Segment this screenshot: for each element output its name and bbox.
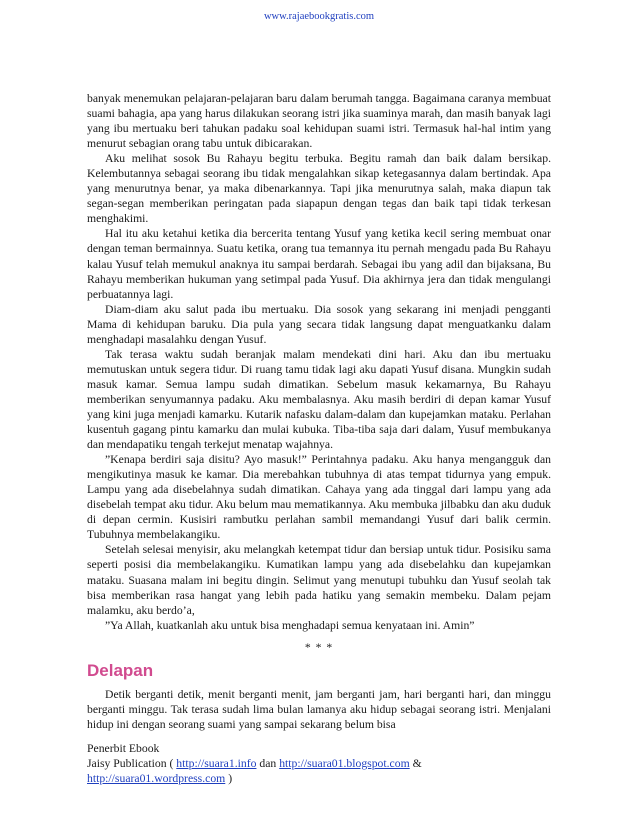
- footer-link-blogspot[interactable]: http://suara01.blogspot.com: [279, 757, 410, 770]
- paragraph: Setelah selesai menyisir, aku melangkah ketempat tidur dan bersiap untuk tidur. Posisiku sama seperti posisi dia membelakangiku. Kumatikan lampu yang ada disebelahku dan kupejamkan mataku. Suasana malam ini begitu dingin. Selimut yang menutupi tubuhku dan Yusuf seolah tak bisa memberikan rasa hangat yang lebih pada hatiku yang semakin membeku. Dalam pejam malamku, aku berdo’a,: [87, 543, 551, 617]
- page-header: [0, 11, 638, 22]
- paragraph: ”Kenapa berdiri saja disitu? Ayo masuk!” Perintahnya padaku. Aku hanya mengangguk dan mengikutinya masuk ke kamar. Dia merebahkan tubuhnya di atas tempat tidurnya yang empuk. Lampu yang ada disebelahnya sudah dimatikan. Cahaya yang ada tinggal dari lampu yang ada disebelah tempat aku tidur. Aku belum mau mematikannya. Aku membuka jilbabku dan aku duduk di depan cermin. Kusisiri rambutku perlahan sambil memandangi Yusuf dari balik cermin. Tubuhnya membelakangiku.: [87, 453, 551, 542]
- page-footer: [87, 741, 557, 786]
- footer-publisher-text: Jaisy Publication (: [87, 757, 177, 770]
- paragraph: ”Ya Allah, kuatkanlah aku untuk bisa menghadapi semua kenyataan ini. Amin”: [105, 618, 475, 632]
- footer-link-wordpress[interactable]: http://suara01.wordpress.com: [87, 772, 226, 785]
- chapter-title: Delapan: [87, 660, 154, 680]
- paragraph: Diam-diam aku salut pada ibu mertuaku. Dia sosok yang sekarang ini menjadi pengganti Mama di kehidupan baruku. Dia pula yang secara tidak langsung dapat menguatkanku dalam menghadapi masalahku dengan Yusuf.: [87, 302, 551, 346]
- paragraph: Detik berganti detik, menit berganti menit, jam berganti jam, hari berganti hari, dan minggu berganti minggu. Tak terasa sudah lima bulan lamanya aku hidup sebagai seorang istri. Menjalani hidup ini dengan seorang suami yang sampai sekarang belum bisa: [87, 687, 551, 731]
- section-separator: * * *: [304, 640, 334, 654]
- footer-separator-text: dan: [256, 757, 280, 770]
- paragraph: Aku melihat sosok Bu Rahayu begitu terbuka. Begitu ramah dan baik dalam bersikap. Kelembutannya sebagai seorang ibu tidak mengalahkan sikap ketegasannya dalam bertindak. Apa yang menurutnya benar, ya maka dibenarkannya. Tapi jika menurutnya salah, maka diapun tak segan-segan memberikan peringatan pada siapapun dengan tegas dan baik tapi tidak terkesan menghakimi.: [87, 152, 551, 226]
- footer-link-suara1[interactable]: http://suara1.info: [176, 757, 257, 770]
- header-url-link[interactable]: www.rajaebookgratis.com: [263, 11, 375, 22]
- paragraph: banyak menemukan pelajaran-pelajaran baru dalam berumah tangga. Bagaimana caranya membuat suami bahagia, apa yang harus dilakukan seorang istri jika suaminya marah, dan masih banyak lagi yang ibu mertuaku beri tahukan padaku soal kehidupan suami istri. Termasuk hal-hal intim yang menurut sebagian orang tabu untuk dibicarakan.: [87, 92, 551, 151]
- paragraph: Hal itu aku ketahui ketika dia bercerita tentang Yusuf yang ketika kecil sering membuat onar dengan teman bermainnya. Suatu ketika, orang tua temannya itu pernah mengadu pada Bu Rahayu kalau Yusuf telah memukul anaknya itu sampai berdarah. Sebagai ibu yang adil dan bijaksana, Bu Rahayu memberikan hukuman yang setimpal pada Yusuf. Dia akhirnya jera dan tidak mengulangi perbuatannya lagi.: [87, 227, 551, 301]
- page-body: [87, 91, 551, 732]
- footer-close-paren: ): [225, 772, 233, 785]
- footer-publisher-label: Penerbit Ebook: [87, 742, 160, 755]
- paragraph: Tak terasa waktu sudah beranjak malam mendekati dini hari. Aku dan ibu mertuaku memutuskan untuk segera tidur. Di ruang tamu tidak lagi aku dapati Yusuf disana. Mungkin sudah masuk kamar. Semua lampu sudah dimatikan. Sebelum masuk kekamarnya, Bu Rahayu memberikan senyumannya padaku. Aku membalasnya. Aku masih berdiri di depan kamar Yusuf yang kini juga menjadi kamarku. Kutarik nafasku dalam-dalam dan kupejamkan mataku. Perlahan kusentuh gagang pintu kamarku dan mulai kubuka. Tiba-tiba saja dari dalam, Yusuf membukanya dan mendapatiku tengah terkejut menatap wajahnya.: [87, 347, 551, 452]
- footer-ampersand: &: [409, 757, 422, 770]
- footer-links-line-2: [87, 771, 557, 786]
- footer-links-line: [87, 756, 557, 771]
